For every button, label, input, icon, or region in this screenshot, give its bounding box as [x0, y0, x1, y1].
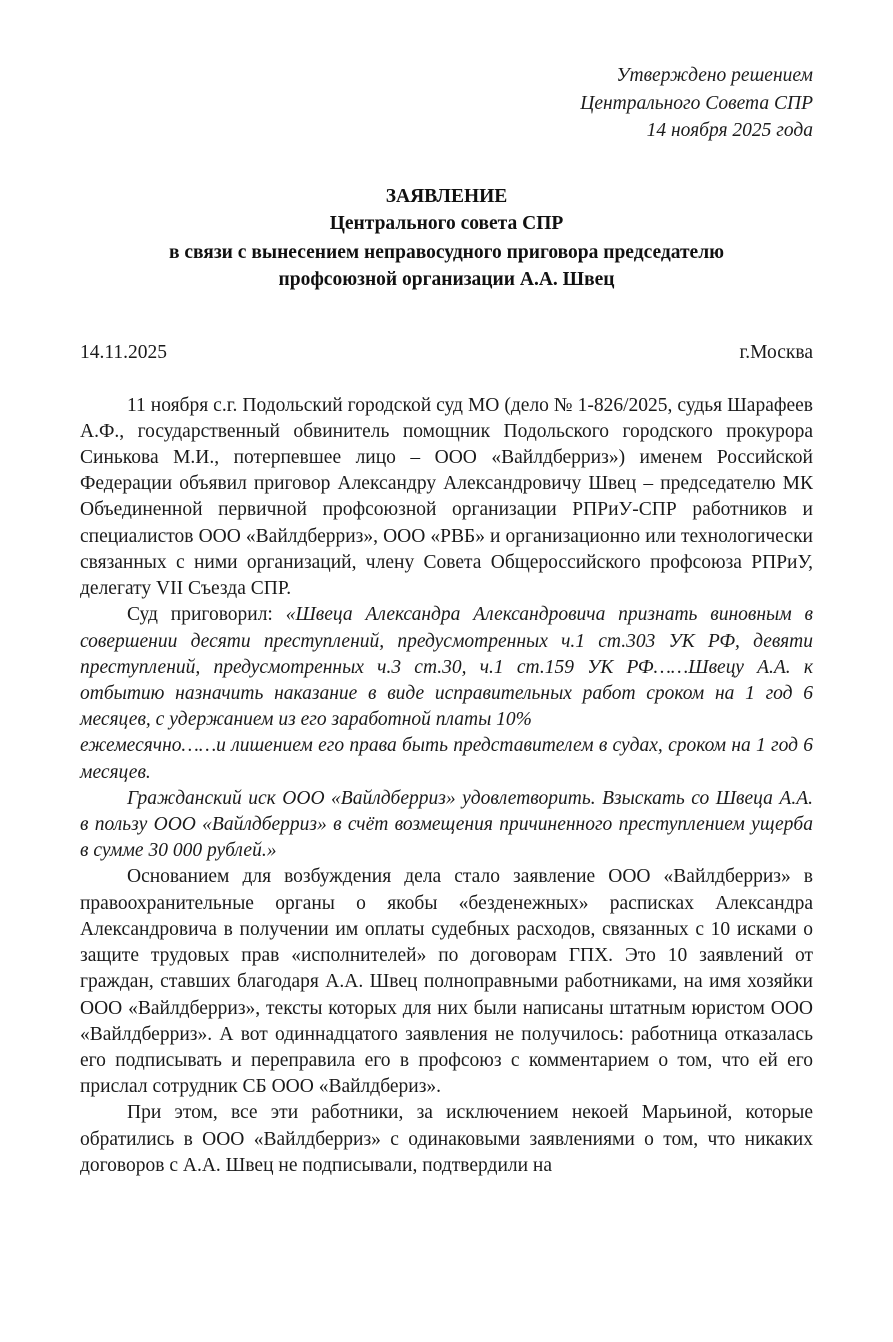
approval-line-1: Утверждено решением [616, 65, 813, 86]
document-date: 14.11.2025 [80, 342, 168, 364]
approval-line-2: Центрального Совета СПР [580, 92, 813, 114]
approval-block [80, 62, 813, 145]
verdict-lead-in: Суд приговорил: [127, 604, 273, 626]
body-paragraph-1: 11 ноября с.г. Подольский городской суд МО (дело № 1-826/2025, судья Шарафеев А.Ф., государственный обвинитель помощник Подольского городского прокурора Синькова М.И., потерпевшее лицо – ООО «Вайлдберриз») именем Российской Федерации объявил приговор Александру Александровичу Швец – председателю МК Объединенной первичной профсоюзной организации РПРиУ-СПР работников и специалистов ООО «Вайлдберриз», ООО «РВБ» и организационно или технологически связанных с ними организаций, члену Совета Общероссийского профсоюза РПРиУ, делегату VII Съезда СПР. [80, 394, 813, 600]
title-line-2: Центрального совета СПР [329, 213, 564, 235]
document-meta-row [80, 339, 813, 366]
approval-line-3: 14 ноября 2025 года [646, 120, 813, 142]
body-paragraph-6: При этом, все эти работники, за исключением некоей Марьиной, которые обратились в ООО «Вайлдберриз» с одинаковыми заявлениями о том, что никаких договоров с А.А. Швец не подписывали, подтвердили на [80, 1102, 813, 1176]
document-place: г.Москва [739, 342, 813, 364]
title-line-3: в связи с вынесением неправосудного приговора председателю [168, 241, 725, 263]
document-page [0, 62, 893, 1342]
body-paragraph-5: Основанием для возбуждения дела стало заявление ООО «Вайлдберриз» в правоохранительные органы о якобы «безденежных» расписках Александра Александровича в получении им оплаты судебных расходов, связанных с 10 исками о защите трудовых прав «исполнителей» по договорам ГПХ. Это 10 заявлений от граждан, ставших благодаря А.А. Швец полноправными работниками, на имя хозяйки ООО «Вайлдберриз», тексты которых для них были написаны штатным юристом ООО «Вайлдберриз». А вот одиннадцатого заявления не получилось: работница отказалась его подписывать и переправила его в профсоюз с комментарием о том, что ей его прислал сотрудник СБ ООО «Вайлдбериз». [80, 866, 813, 1098]
title-line-4: профсоюзной организации А.А. Швец [278, 268, 615, 290]
body-paragraph-3: ежемесячно……и лишением его права быть представителем в судах, сроком на 1 год 6 месяцев. [80, 735, 813, 783]
document-title [80, 183, 813, 293]
body-paragraph-2 [80, 602, 813, 733]
verdict-quote-part-1: «Швеца Александра Александровича признать виновным в совершении десяти преступлений, предусмотренных ч.1 ст.303 УК РФ, девяти преступлений, предусмотренных ч.3 ст.30, ч.1 ст.159 УК РФ……Швецу А.А. к отбытию назначить наказание в виде исправительных работ сроком на 1 год 6 месяцев, с удержанием из его заработной платы 10% [80, 604, 813, 731]
title-line-1: ЗАЯВЛЕНИЕ [385, 186, 508, 208]
document-body [80, 393, 813, 1180]
document-content [80, 62, 813, 1179]
body-paragraph-4: Гражданский иск ООО «Вайлдберриз» удовлетворить. Взыскать со Швеца А.А. в пользу ООО «Вайлдберриз» в счёт возмещения причиненного преступлением ущерба в сумме 30 000 рублей.» [80, 787, 813, 862]
